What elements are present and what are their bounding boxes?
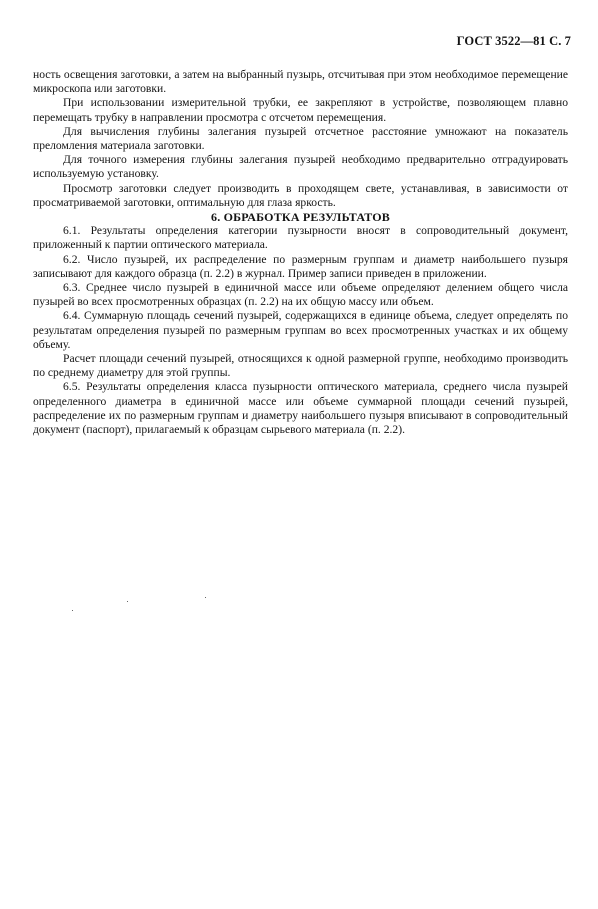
paragraph: ность освещения заготовки, а затем на выбранный пузырь, отсчитывая при этом необходимое перемещение микроскопа или заготовки. xyxy=(33,68,568,96)
paragraph: 6.2. Число пузырей, их распределение по размерным группам и диаметр наибольшего пузыря записывают для каждого образца (п. 2.2) в журнал. Пример записи приведен в приложении. xyxy=(33,252,568,280)
paragraph: 6.5. Результаты определения класса пузырности оптического материала, среднего числа пузырей определенного диаметра в единичной массе или объеме суммарной площади сечений пузырей, распределение их по размерным группам и диаметру наибольшего пузыря вписывают в сопроводительный документ (паспорт), прилагаемый к образцам сырьевого материала (п. 2.2). xyxy=(33,380,568,437)
paragraph: Для вычисления глубины залегания пузырей отсчетное расстояние умножают на показатель преломления материала заготовки. xyxy=(33,124,568,153)
paragraph: Просмотр заготовки следует производить в проходящем свете, устанавливая, в зависимости от просматриваемой заготовки, оптимальную для глаза яркость. xyxy=(33,181,568,209)
paragraph: 6.4. Суммарную площадь сечений пузырей, содержащихся в единице объема, следует определять по результатам определения пузырей по размерным группам во всех просмотренных участках и их общему объему. xyxy=(33,309,568,351)
paragraph: 6.3. Среднее число пузырей в единичной массе или объеме определяют делением общего числа пузырей во всех просмотренных образцах (п. 2.2) на их общую массу или объем. xyxy=(33,281,568,309)
scan-speck xyxy=(72,610,73,611)
page-header: ГОСТ 3522—81 С. 7 xyxy=(456,34,571,48)
section-title: 6. ОБРАБОТКА РЕЗУЛЬТАТОВ xyxy=(211,210,390,225)
scan-speck xyxy=(205,597,206,598)
document-body xyxy=(33,68,568,437)
paragraph: 6.1. Результаты определения категории пузырности вносят в сопроводительный документ, приложенный к партии оптического материала. xyxy=(33,224,568,252)
paragraph: Расчет площади сечений пузырей, относящихся к одной размерной группе, необходимо производить по среднему диаметру для этой группы. xyxy=(33,352,568,380)
paragraph: Для точного измерения глубины залегания пузырей необходимо предварительно отградуировать используемую установку. xyxy=(33,153,568,181)
paragraph: При использовании измерительной трубки, ее закрепляют в устройстве, позволяющем плавно перемещать трубку в направлении просмотра с отсчетом перемещения. xyxy=(33,96,568,124)
scan-speck xyxy=(127,601,128,602)
